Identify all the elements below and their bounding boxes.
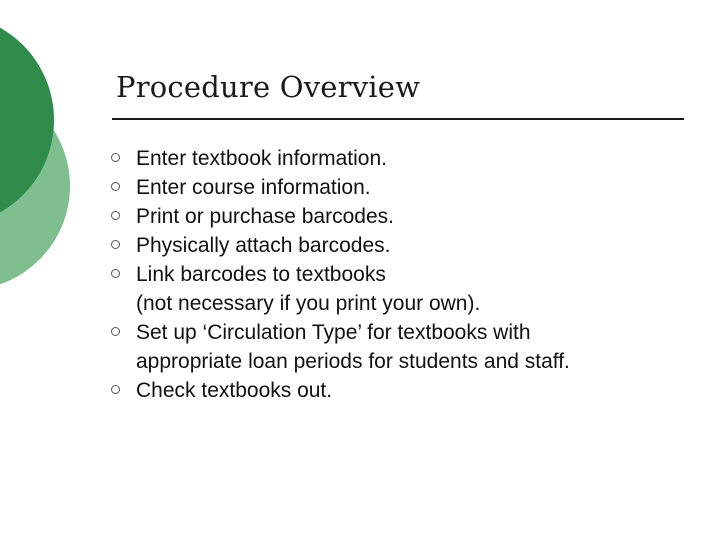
hollow-circle-bullet-icon [111,327,120,336]
bullet-text-continuation: appropriate loan periods for students and staff. [136,350,570,373]
hollow-circle-bullet-icon [111,385,120,394]
bullet-item [108,376,708,405]
bullet-text: Physically attach barcodes. [136,234,391,257]
bullet-text: Check textbooks out. [136,379,333,402]
bullet-text: Enter course information. [136,176,371,199]
slide-title: Procedure Overview [116,70,421,104]
bullet-text-continuation: (not necessary if you print your own). [136,292,481,315]
decorative-circles [0,0,120,300]
bullet-text: Enter textbook information. [136,147,387,170]
bullet-item [108,173,708,202]
hollow-circle-bullet-icon [111,153,120,162]
hollow-circle-bullet-icon [111,182,120,191]
bullet-item [108,318,708,376]
bullet-text: Link barcodes to textbooks [136,263,386,286]
hollow-circle-bullet-icon [111,240,120,249]
bullet-text: Set up ‘Circulation Type’ for textbooks with [136,321,531,344]
bullet-item [108,231,708,260]
bullet-list [108,144,708,405]
hollow-circle-bullet-icon [111,211,120,220]
hollow-circle-bullet-icon [111,269,120,278]
bullet-text: Print or purchase barcodes. [136,205,394,228]
bullet-item [108,202,708,231]
bullet-item [108,144,708,173]
title-underline [112,118,684,120]
bullet-item [108,260,708,318]
